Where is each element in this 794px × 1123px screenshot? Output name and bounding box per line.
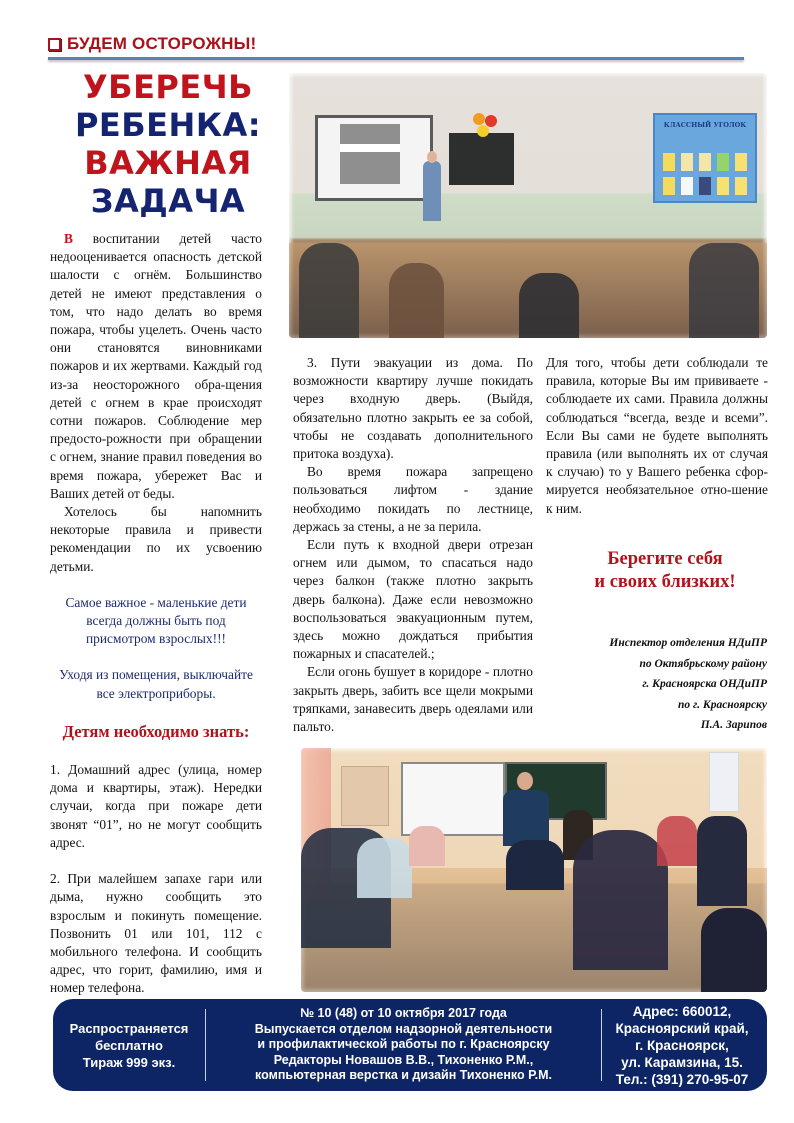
- wall-notices: [709, 752, 739, 812]
- article-column-3: [546, 354, 768, 518]
- classroom-photo-top: [289, 73, 767, 338]
- headline-line-3: ВАЖНАЯ: [84, 144, 252, 182]
- headline-line-1: УБЕРЕЧЬ: [83, 68, 253, 106]
- newsletter-footer: [53, 999, 767, 1091]
- paragraph-evacuation: 3. Пути эвакуации из дома. По возможности квартиру лучше покидать через входную дверь. (Выйдя, обязательно плотно закрыть ее за собой, чтобы не создавать дополнительного притока воздуха).: [293, 355, 533, 462]
- checkbox-square-icon: [48, 38, 61, 51]
- wall-poster: [341, 766, 389, 826]
- article-column-2: [293, 354, 533, 736]
- footer-contact-address: Адрес: 660012, Красноярский край, г. Красноярск, ул. Карамзина, 15. Тел.: (391) 270-95-07: [615, 1003, 749, 1087]
- paragraph-corridor-fire: Если огонь бушует в коридоре - плотно закрыть дверь, забить все щели мокрыми тряпками, занавесить дверь одеялами или пальто.: [293, 664, 533, 735]
- interactive-whiteboard: [315, 115, 433, 201]
- list-item-1: 1. Домашний адрес (улица, номер дома и квартиры, этаж). Нередки случаи, когда при пожаре дети звонят “01”, но не могут сообщить адрес.: [50, 762, 262, 850]
- emercom-officer-figure: [503, 790, 549, 846]
- footer-issue-info: № 10 (48) от 10 октября 2017 года Выпускается отделом надзорной деятельности и профилактической работы по г. Красноярску Редакторы Новашов В.В., Тихоненко Р.М., компьютерная верстка и дизайн Тихоненко Р.М.: [254, 1006, 553, 1083]
- chalkboard: [449, 133, 514, 185]
- note-supervision: Самое важное - маленькие дети всегда должны быть под присмотром взрослых!!!: [65, 594, 247, 647]
- paragraph-no-elevator: Во время пожара запрещено пользоваться лифтом - здание необходимо покидать по лестнице, держась за стены, а не за перила.: [293, 464, 533, 534]
- section-title-text: БУДЕМ ОСТОРОЖНЫ!: [67, 34, 257, 53]
- list-item-2: 2. При малейшем запахе гари или дыма, нужно сообщить это взрослым и покинуть помещение. Позвонить 01 или 101, 112 с мобильного телефона. И сообщить адрес, что горит, фамилию, имя и номер телефона.: [50, 871, 262, 996]
- drop-letter: В: [64, 231, 73, 246]
- note-electric-appliances: Уходя из помещения, выключайте все электроприборы.: [59, 667, 253, 701]
- classroom-photo-bottom: [301, 748, 767, 992]
- section-title: [48, 34, 744, 54]
- author-signature: Инспектор отделения НДиПР по Октябрьскому району г. Красноярска ОНДиПР по г. Красноярску П.А. Зарипов: [609, 637, 767, 731]
- paragraph-parent-example: Для того, чтобы дети соблюдали те правила, которые Вы им прививаете - соблюдаете их сами. Правила должны соблюдаться “всегда, везде и всеми”. Если Вы сами не будете выполнять правила (или выполнять их от случая к случаю) то у Вашего ребенка сфор-мируется необязательное отно-шение к ним.: [546, 355, 768, 516]
- headline-line-4: ЗАДАЧА: [90, 182, 246, 220]
- headline-line-2: РЕБЕНКА:: [74, 106, 262, 144]
- paragraph-balcony: Если путь к входной двери отрезан огнем или дымом, то спасаться надо через балкон (также плотно закрыть дверь балкона). Даже если невозможно воспользоваться эвакуационным путем, здесь можно дождаться прибытия пожарных и спасателей.;: [293, 537, 533, 662]
- footer-distribution: Распространяется бесплатно Тираж 999 экз.: [69, 1020, 189, 1070]
- article-headline: [50, 68, 286, 220]
- header-divider: [48, 57, 744, 60]
- callout-take-care: Берегите себя и своих близких!: [594, 549, 736, 592]
- section-header: [48, 34, 744, 56]
- article-column-1: [50, 230, 262, 998]
- class-corner-board: КЛАССНЫЙ УГОЛОК: [653, 113, 757, 203]
- inspector-figure: [423, 161, 441, 221]
- subheading-kids-must-know: Детям необходимо знать:: [62, 721, 250, 741]
- paragraph-recommendations: Хотелось бы напомнить некоторые правила и привести рекомендации по их усвоению детьми.: [50, 504, 262, 574]
- whiteboard: [401, 762, 505, 836]
- intro-paragraph: В воспитании детей часто недооценивается опасность детской шалости с огнём. Большинство детей не имеют представления о том, что надо делать во время пожара, чтобы уцелеть. Очень часто они становятся виновниками пожаров и их жертвами. Каждый год из-за неосторожного обра-щения детей с огнем в крае происходят сотни пожаров. Соблюдение мер предосто-рожности при обращении с огнем, знание правил поведения во время пожара, убережет Вас и Ваших детей от беды.: [50, 231, 262, 501]
